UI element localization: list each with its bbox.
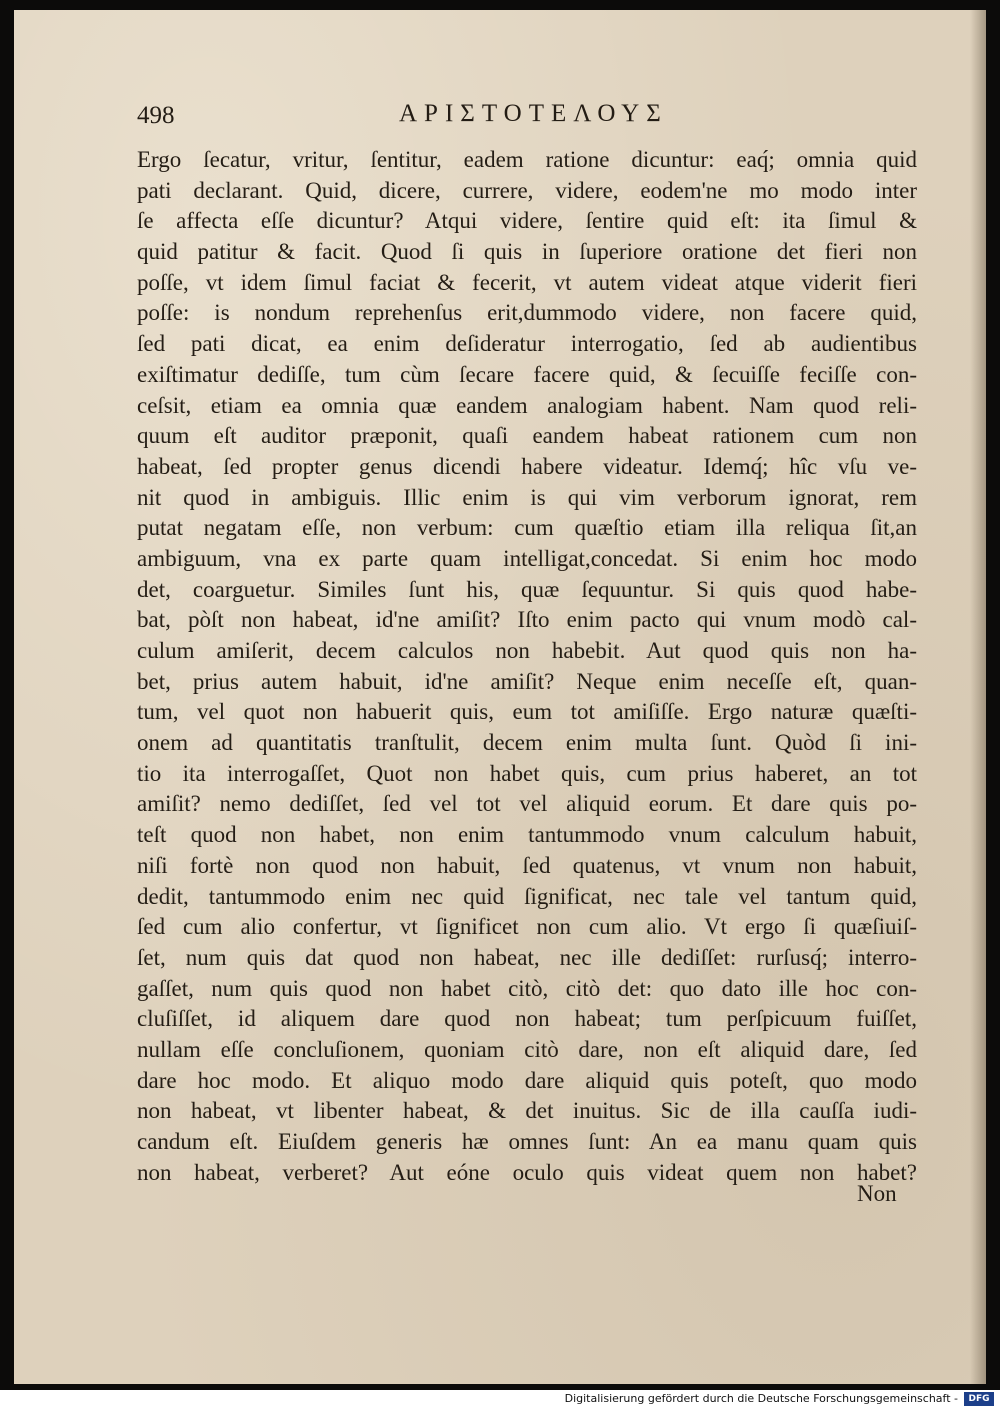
running-title: ΑΡΙΣΤΟΤΕΛΟΥΣ — [399, 100, 668, 127]
text-line: ſed cum alio confertur, vt ſignificet non cum alio. Vt ergo ſi quæſiuiſ- — [137, 914, 917, 940]
text-line: tio ita interrogaſſet, Quot non habet quis, cum prius haberet, an tot — [137, 760, 917, 786]
text-line: Ergo ſecatur, vritur, ſentitur, eadem ratione dicuntur: eaq́; omnia quid — [137, 147, 917, 172]
text-line: ſe affecta eſſe dicuntur? Atqui videre, ſentire quid eſt: ita ſimul & — [137, 208, 917, 234]
text-line: ſed pati dicat, ea enim deſideratur interrogatio, ſed ab audientibus — [137, 331, 917, 357]
text-line: habeat, ſed propter genus dicendi habere videatur. Idemq́; hîc vſu ve- — [137, 453, 917, 479]
page-edge-shadow — [970, 10, 986, 1384]
text-line: ambiguum, vna ex parte quam intelligat,concedat. Si enim hoc modo — [137, 545, 917, 571]
text-line: nullam eſſe concluſionem, quoniam citò dare, non eſt aliquid dare, ſed — [137, 1036, 917, 1062]
text-line: det, coarguetur. Similes ſunt his, quæ ſequuntur. Si quis quod habe- — [137, 576, 917, 602]
dfg-logo: DFG — [964, 1392, 994, 1406]
text-line: quum eſt auditor præponit, quaſi eandem habeat rationem cum non — [137, 423, 917, 449]
text-line: non habeat, verberet? Aut eóne oculo quis videat quem non habet? — [137, 1159, 917, 1185]
text-line: ceſsit, etiam ea omnia quæ eandem analogiam habent. Nam quod reli- — [137, 392, 917, 418]
text-line: non habeat, vt libenter habeat, & det inuitus. Sic de illa cauſſa iudi- — [137, 1098, 917, 1124]
text-line: dedit, tantummodo enim nec quid ſignificat, nec tale vel tantum quid, — [137, 883, 917, 909]
text-line: candum eſt. Eiuſdem generis hæ omnes ſunt: An ea manu quam quis — [137, 1129, 917, 1154]
text-line: putat negatam eſſe, non verbum: cum quæſtio etiam illa reliqua ſit,an — [137, 515, 917, 541]
text-line: pati declarant. Quid, dicere, currere, videre, eodem'ne mo modo inter — [137, 177, 917, 203]
text-line: amiſit? nemo dediſſet, ſed vel tot vel aliquid eorum. Et dare quis po- — [137, 791, 917, 817]
text-line: dare hoc modo. Et aliquo modo dare aliquid quis poteſt, quo modo — [137, 1067, 917, 1093]
text-line: quid patitur & facit. Quod ſi quis in ſuperiore oratione det fieri non — [137, 239, 917, 265]
body-text — [137, 145, 917, 1188]
text-line: bat, pòſt non habeat, id'ne amiſit? Iſto enim pacto qui vnum modò cal- — [137, 607, 917, 633]
catchword: Non — [857, 1181, 897, 1206]
text-line: teſt quod non habet, non enim tantummodo vnum calculum habuit, — [137, 822, 917, 848]
text-line: gaſſet, num quis quod non habet citò, citò det: quo dato ille hoc con- — [137, 975, 917, 1001]
page-number: 498 — [137, 102, 175, 129]
text-line: bet, prius autem habuit, id'ne amiſit? Neque enim neceſſe eſt, quan- — [137, 668, 917, 694]
text-line: exiſtimatur dediſſe, tum cùm ſecare facere quid, & ſecuiſſe feciſſe con- — [137, 361, 917, 387]
digitization-credit: Digitalisierung gefördert durch die Deutsche Forschungsgemeinschaft - — [564, 1392, 958, 1405]
text-line: nit quod in ambiguis. Illic enim is qui vim verborum ignorat, rem — [137, 484, 917, 510]
text-line: poſſe, vt idem ſimul faciat & fecerit, vt autem videat atque viderit fieri — [137, 269, 917, 295]
text-line: cluſiſſet, id aliquem dare quod non habeat; tum perſpicuum fuiſſet, — [137, 1006, 917, 1032]
text-line: niſi fortè non quod non habuit, ſed quatenus, vt vnum non habuit, — [137, 852, 917, 878]
footer-bar — [0, 1390, 1000, 1409]
text-line: ſet, num quis dat quod non habeat, nec ille dediſſet: rurſusq́; interro- — [137, 944, 917, 970]
running-head — [137, 102, 677, 132]
text-line: culum amiſerit, decem calculos non habebit. Aut quod quis non ha- — [137, 638, 917, 663]
text-line: poſſe: is nondum reprehenſus erit,dummodo videre, non facere quid, — [137, 300, 917, 326]
text-line: onem ad quantitatis tranſtulit, decem enim multa ſunt. Quòd ſi ini- — [137, 730, 917, 756]
text-line: tum, vel quot non habuerit quis, eum tot amiſiſſe. Ergo naturæ quæſti- — [137, 699, 917, 725]
